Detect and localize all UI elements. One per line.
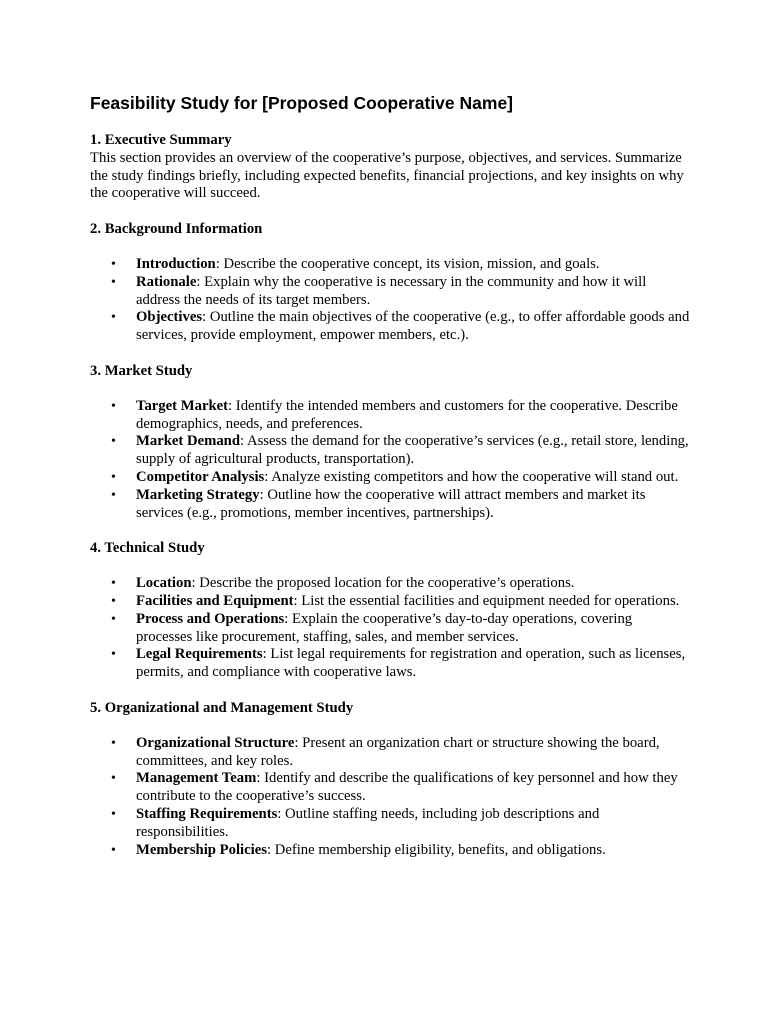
bullet-icon: •	[111, 576, 116, 592]
item-description: : Describe the proposed location for the cooperative’s operations.	[191, 575, 575, 592]
item-description: : Identify the intended members and customers for the cooperative. Describe demographics, needs, and preferences.	[136, 397, 678, 432]
section-executive-summary	[90, 132, 690, 203]
bullet-list	[90, 735, 690, 860]
bullet-icon: •	[111, 611, 116, 627]
bullet-icon: •	[111, 310, 116, 326]
list-item	[90, 735, 690, 771]
bullet-icon: •	[111, 593, 116, 609]
item-description: : Assess the demand for the cooperative’s services (e.g., retail store, lending, supply of agricultural products, transportation).	[136, 433, 689, 468]
bullet-list	[90, 398, 690, 523]
list-item	[90, 770, 690, 806]
bullet-icon: •	[111, 842, 116, 858]
item-description: : Outline staffing needs, including job descriptions and responsibilities.	[136, 805, 600, 840]
item-term: Process and Operations	[136, 610, 285, 627]
list-item	[90, 469, 690, 487]
item-description: : Explain why the cooperative is necessary in the community and how it will address the needs of its target members.	[136, 273, 647, 308]
item-term: Objectives	[136, 309, 203, 326]
section-technical-study	[90, 540, 690, 682]
list-item	[90, 842, 690, 860]
bullet-icon: •	[111, 806, 116, 822]
list-item	[90, 487, 690, 523]
item-term: Membership Policies	[136, 841, 267, 858]
bullet-icon: •	[111, 274, 116, 290]
item-description: : Define membership eligibility, benefits, and obligations.	[266, 841, 606, 858]
list-item	[90, 575, 690, 593]
bullet-icon: •	[111, 647, 116, 663]
bullet-icon: •	[111, 771, 116, 787]
section-paragraph: This section provides an overview of the cooperative’s purpose, objectives, and services. Summarize the study findings briefly, including expected benefits, financial projections, and key insights on why the cooperative will succeed.	[90, 149, 684, 202]
list-item	[90, 433, 690, 469]
item-term: Target Market	[136, 397, 229, 414]
list-item	[90, 806, 690, 842]
bullet-icon: •	[111, 487, 116, 503]
item-description: : Identify and describe the qualifications of key personnel and how they contribute to the cooperative’s success.	[136, 770, 678, 805]
item-term: Legal Requirements	[136, 646, 263, 663]
list-item	[90, 274, 690, 310]
list-item	[90, 593, 690, 611]
list-item	[90, 646, 690, 682]
item-description: : Describe the cooperative concept, its vision, mission, and goals.	[215, 255, 600, 272]
item-term: Management Team	[136, 770, 257, 787]
bullet-icon: •	[111, 469, 116, 485]
section-heading: 2. Background Information	[90, 221, 263, 238]
list-item	[90, 398, 690, 434]
item-term: Marketing Strategy	[136, 486, 260, 503]
item-term: Market Demand	[136, 433, 241, 450]
bullet-icon: •	[111, 256, 116, 272]
item-description: : Present an organization chart or structure showing the board, committees, and key roles.	[136, 734, 660, 769]
item-term: Facilities and Equipment	[136, 592, 294, 609]
item-term: Introduction	[136, 255, 216, 272]
document-title: Feasibility Study for [Proposed Cooperative Name]	[90, 93, 513, 113]
section-heading: 4. Technical Study	[90, 540, 205, 557]
section-heading: 3. Market Study	[90, 362, 193, 379]
bullet-icon: •	[111, 735, 116, 751]
item-term: Rationale	[136, 273, 197, 290]
section-heading: 1. Executive Summary	[90, 132, 232, 148]
list-item	[90, 309, 690, 345]
bullet-icon: •	[111, 398, 116, 414]
item-term: Organizational Structure	[136, 734, 295, 751]
section-organizational-management-study	[90, 700, 690, 859]
item-term: Competitor Analysis	[136, 468, 265, 485]
section-heading: 5. Organizational and Management Study	[90, 699, 354, 716]
item-description: : List legal requirements for registration and operation, such as licenses, permits, and compliance with cooperative laws.	[136, 646, 686, 681]
item-description: : Outline the main objectives of the cooperative (e.g., to offer affordable goods and services, provide employment, empower members, etc.).	[136, 309, 690, 344]
bullet-list	[90, 575, 690, 682]
section-market-study	[90, 363, 690, 522]
list-item	[90, 611, 690, 647]
bullet-list	[90, 256, 690, 345]
list-item	[90, 256, 690, 274]
item-description: : Analyze existing competitors and how the cooperative will stand out.	[264, 468, 679, 485]
item-description: : Explain the cooperative’s day-to-day operations, covering processes like procurement, staffing, sales, and member services.	[136, 610, 633, 645]
item-description: : List the essential facilities and equipment needed for operations.	[293, 592, 680, 609]
document-page	[90, 92, 690, 877]
section-background-information	[90, 221, 690, 345]
item-term: Location	[136, 575, 192, 592]
bullet-icon: •	[111, 434, 116, 450]
item-term: Staffing Requirements	[136, 805, 278, 822]
item-description: : Outline how the cooperative will attract members and market its services (e.g., promotions, member incentives, partnerships).	[136, 486, 646, 521]
